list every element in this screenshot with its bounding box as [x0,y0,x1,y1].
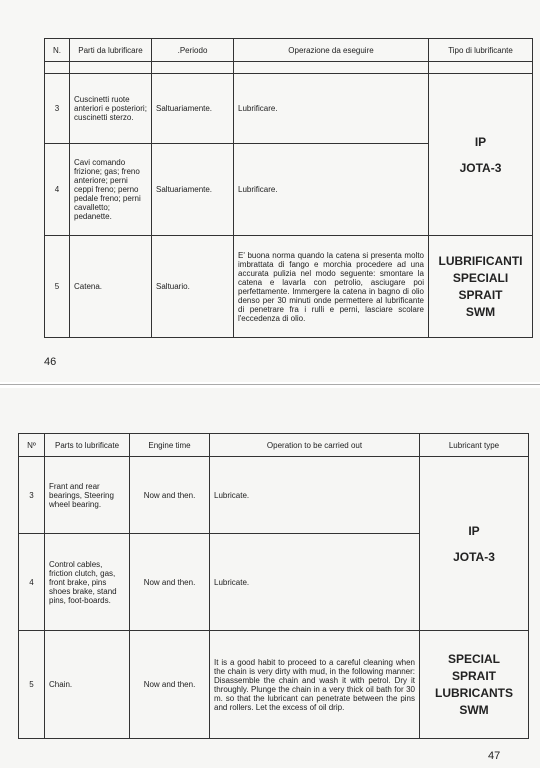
row-part: Chain. [45,631,130,739]
row-operation: It is a good habit to proceed to a careful cleaning when the chain is very dirty with mud, in the following manner: Disassemble the chain and wash it with petrol. Dry it throughly. Plunge the chain in a very thick oil bath for 30 m. so that the lubricant can penetrate between the pins and rollers. Let the excess of oil drip. [210,631,420,739]
page-italian [0,0,540,382]
row-number: 3 [45,74,70,144]
row-period: Saltuariamente. [152,74,234,144]
row-number: 3 [19,457,45,534]
header-operation: Operation to be carried out [210,434,420,457]
header-parts: Parti da lubrificare [70,39,152,62]
page-number: 46 [44,356,57,368]
row-part: Cavi comando frizione; gas; freno anteriore; perni ceppi freno; perno pedale freno; perni cavalletto; pedanette. [70,144,152,236]
table-row [45,236,533,338]
header-lubricant: Tipo di lubrificante [429,39,533,62]
row-number: 5 [45,236,70,338]
row-period: Now and then. [130,457,210,534]
table-row [19,457,529,534]
spacer-row [45,62,533,74]
header-number: Nº [19,434,45,457]
page-english [0,388,540,768]
row-period: Now and then. [130,534,210,631]
header-number: N. [45,39,70,62]
lubrication-table-italian [44,38,533,338]
lubricant-type-special: LUBRIFICANTI SPECIALI SPRAIT SWM [429,236,533,338]
row-operation: Lubricate. [210,534,420,631]
row-part: Catena. [70,236,152,338]
row-operation: Lubrificare. [234,144,429,236]
row-period: Saltuario. [152,236,234,338]
row-part: Frant and rear bearings, Steering wheel bearing. [45,457,130,534]
header-operation: Operazione da eseguire [234,39,429,62]
row-operation: Lubricate. [210,457,420,534]
row-operation: E' buona norma quando la catena si presenta molto imbrattata di fango e morchia procedere ad una accurata pulizia nel modo seguente: smontare la catena e lavarla con petrolio, asciugare poi perfettamente. Immergere la catena in bagno di olio denso per 30 minuti onde permettere al lubrificante di penetrare fra i rulli e perni, lasciare scolare l'eccedenza di olio. [234,236,429,338]
lubricant-type-special: SPECIAL SPRAIT LUBRICANTS SWM [420,631,529,739]
table-row [19,631,529,739]
header-lubricant: Lubricant type [420,434,529,457]
page-number: 47 [488,750,501,762]
header-parts: Parts to lubrificate [45,434,130,457]
header-period: Engine time [130,434,210,457]
page-divider [0,384,540,385]
row-number: 5 [19,631,45,739]
table-row [45,74,533,144]
lubrication-table-english [18,433,529,739]
header-period: .Periodo [152,39,234,62]
row-operation: Lubrificare. [234,74,429,144]
row-number: 4 [19,534,45,631]
row-period: Saltuariamente. [152,144,234,236]
row-part: Cuscinetti ruote anteriori e posteriori; cuscinetti sterzo. [70,74,152,144]
row-part: Control cables, friction clutch, gas, front brake, pins shoes brake, stand pins, foot-boards. [45,534,130,631]
table-header-row [45,39,533,62]
lubricant-type-ip: IP JOTA-3 [429,74,533,236]
lubricant-type-ip: IP JOTA-3 [420,457,529,631]
row-period: Now and then. [130,631,210,739]
table-header-row [19,434,529,457]
row-number: 4 [45,144,70,236]
